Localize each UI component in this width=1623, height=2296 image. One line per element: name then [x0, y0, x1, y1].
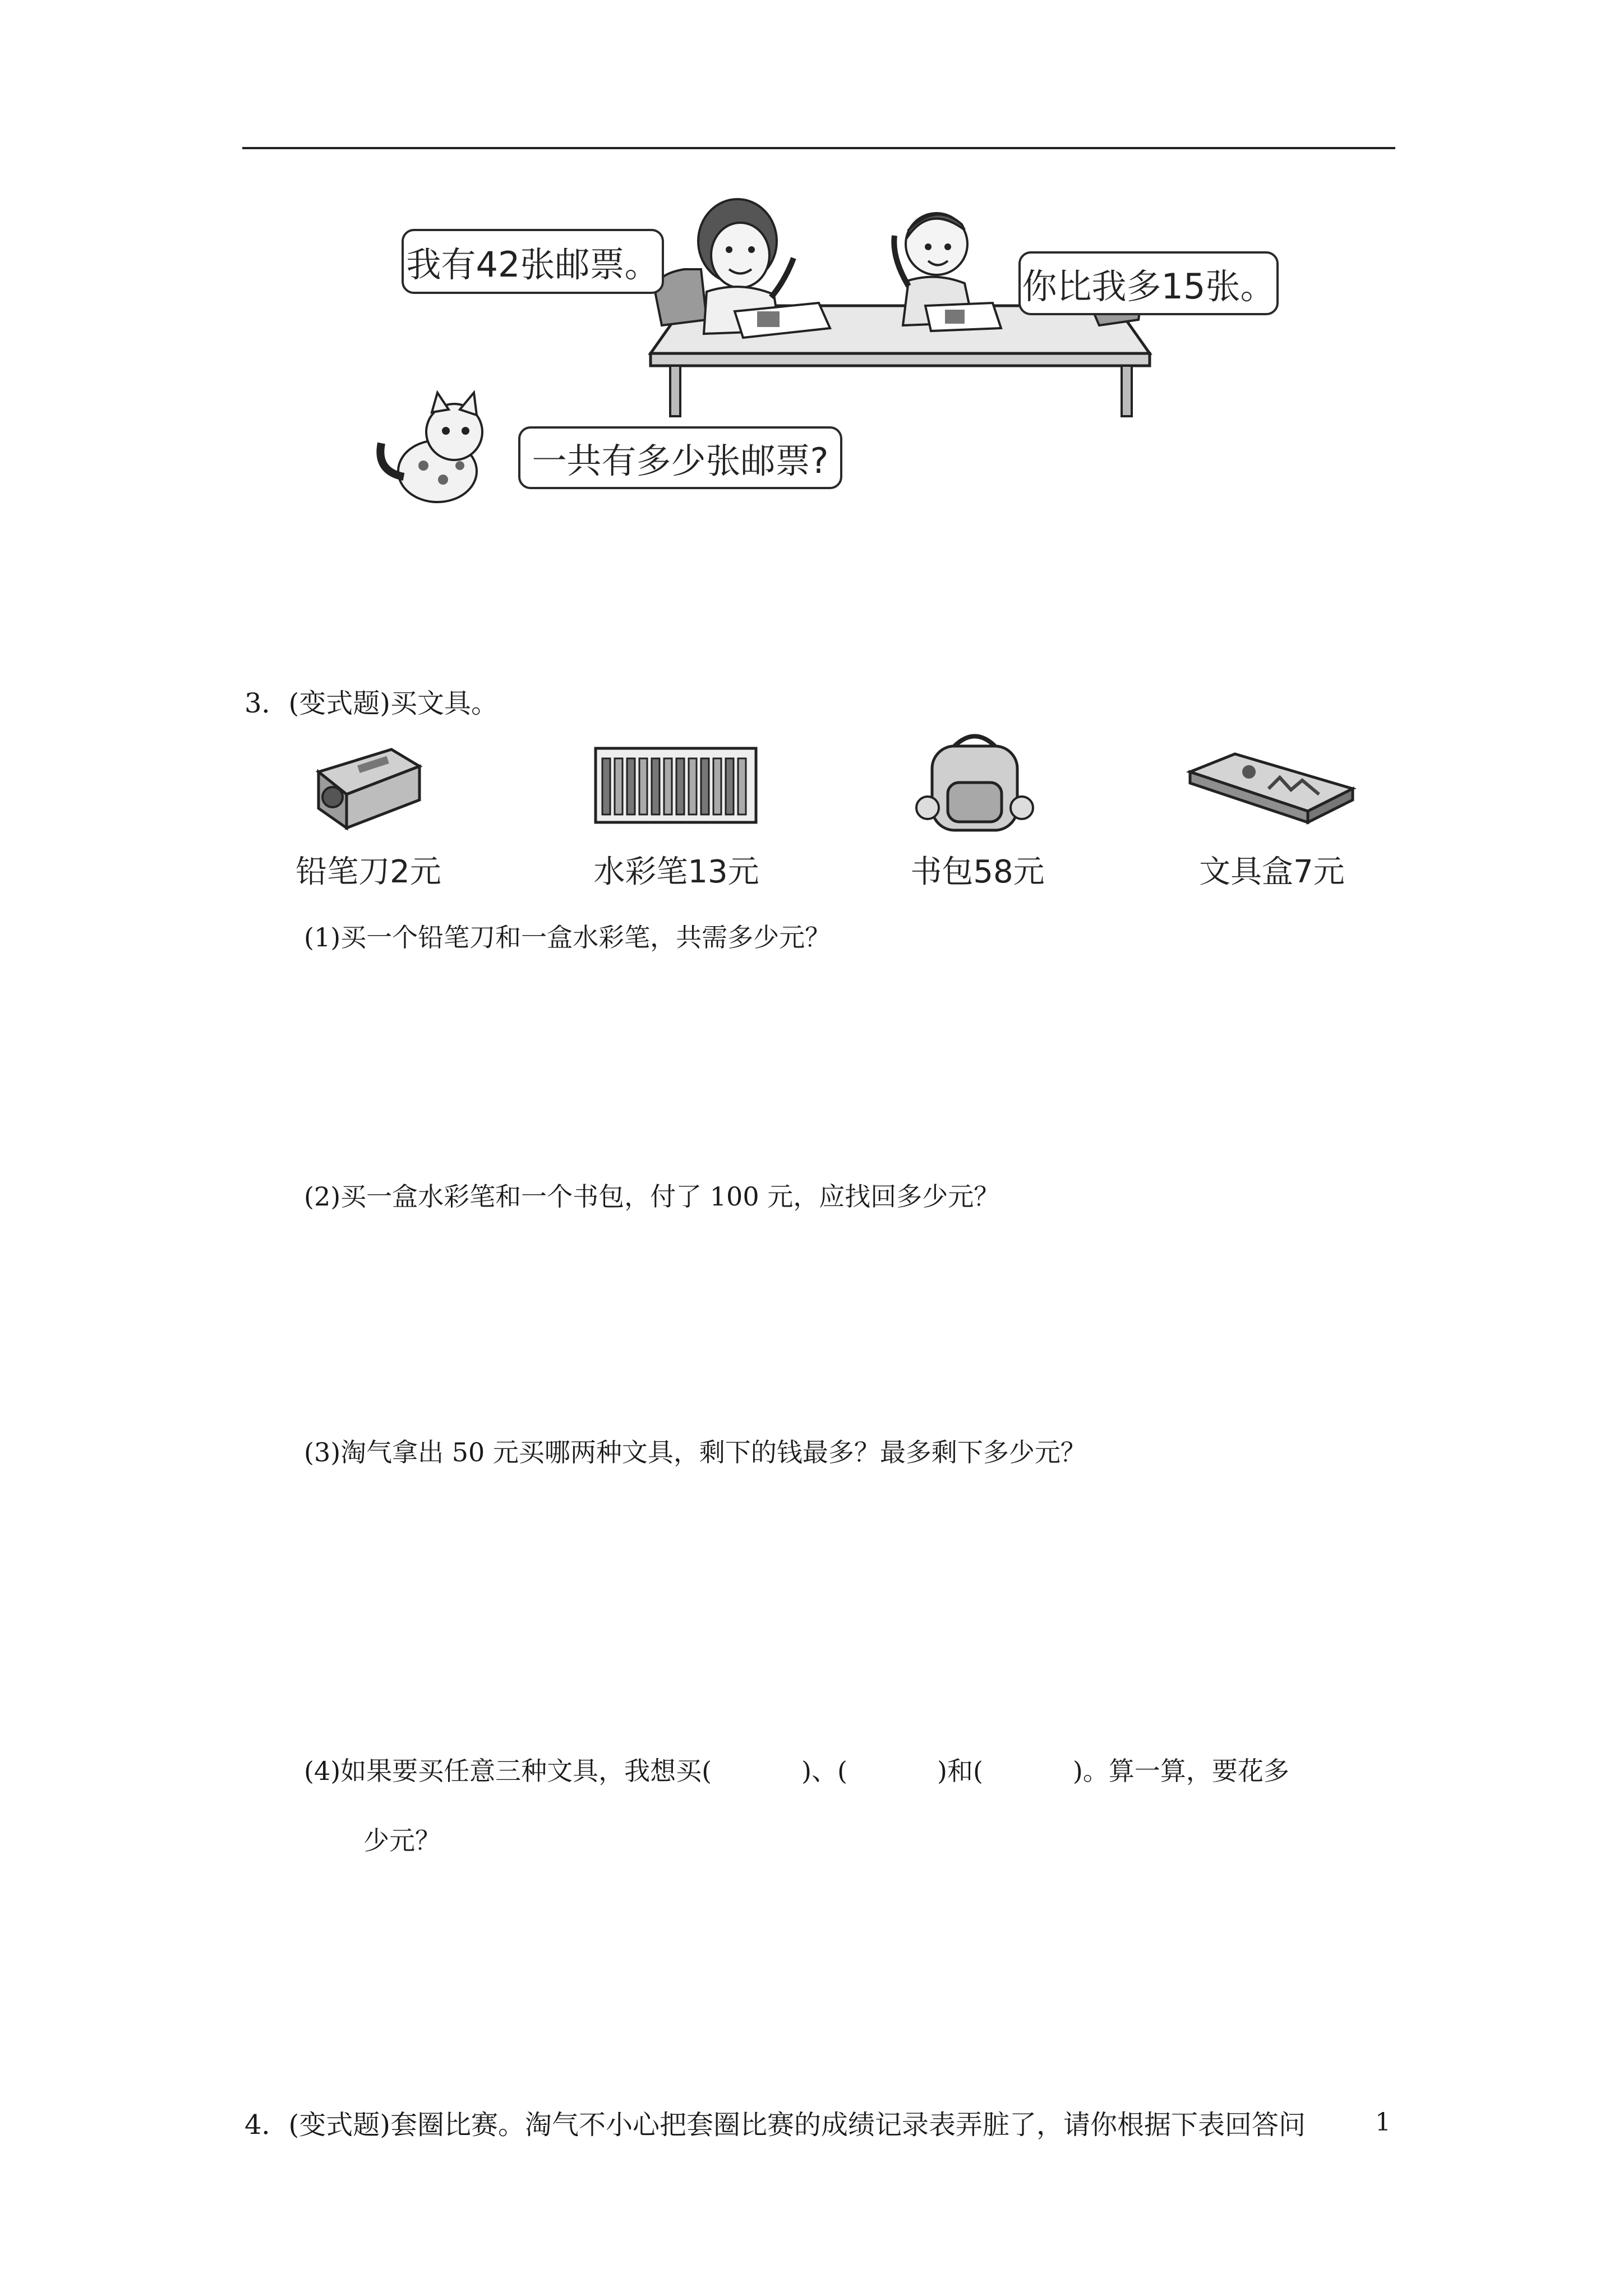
pencil-sharpener-icon [307, 738, 426, 839]
question-3-title: 3．(变式题)买文具。 [245, 688, 498, 719]
cat-speech-bubble [518, 426, 842, 489]
sub-4-text-4: )。算一算，要花多 [1072, 1756, 1289, 1786]
boy-speech-text: 你比我多15张。 [1022, 265, 1275, 307]
question-3-sub-3: (3)淘气拿出 50 元买哪两种文具，剩下的钱最多？最多剩下多少元？ [304, 1437, 1086, 1467]
girl-speech-bubble [402, 229, 664, 294]
question-3-sub-4-line-1 [304, 1754, 1395, 1788]
item-caption-watercolor: 水彩笔13元 [593, 854, 759, 890]
item-caption-schoolbag: 书包58元 [910, 854, 1045, 890]
cat-speech-text: 一共有多少张邮票? [532, 440, 829, 481]
sub-4-text-1: (4)如果要买任意三种文具，我想买( [304, 1756, 712, 1786]
item-caption-sharpener: 铅笔刀2元 [296, 854, 441, 890]
sub-4-text-2: )、( [801, 1756, 848, 1786]
boy-speech-bubble [1018, 251, 1279, 315]
pencil-case-icon [1184, 749, 1359, 828]
schoolbag-icon [915, 729, 1034, 839]
question-3-sub-4-line-2: 少元？ [363, 1825, 441, 1856]
page-number: 1 [1375, 2108, 1391, 2137]
item-caption-pencil-case: 文具盒7元 [1199, 854, 1345, 890]
question-3-sub-1: (1)买一个铅笔刀和一盒水彩笔，共需多少元？ [304, 922, 831, 953]
question-4-title: 4．(变式题)套圈比赛。淘气不小心把套圈比赛的成绩记录表弄脏了，请你根据下表回答问 [245, 2109, 1306, 2141]
question-3-sub-2: (2)买一盒水彩笔和一个书包，付了 100 元，应找回多少元？ [304, 1181, 1000, 1212]
watercolor-pens-icon [593, 746, 758, 825]
girl-speech-text: 我有42张邮票。 [406, 243, 660, 285]
sub-4-text-3: )和( [937, 1756, 983, 1786]
header-rule [242, 147, 1395, 149]
